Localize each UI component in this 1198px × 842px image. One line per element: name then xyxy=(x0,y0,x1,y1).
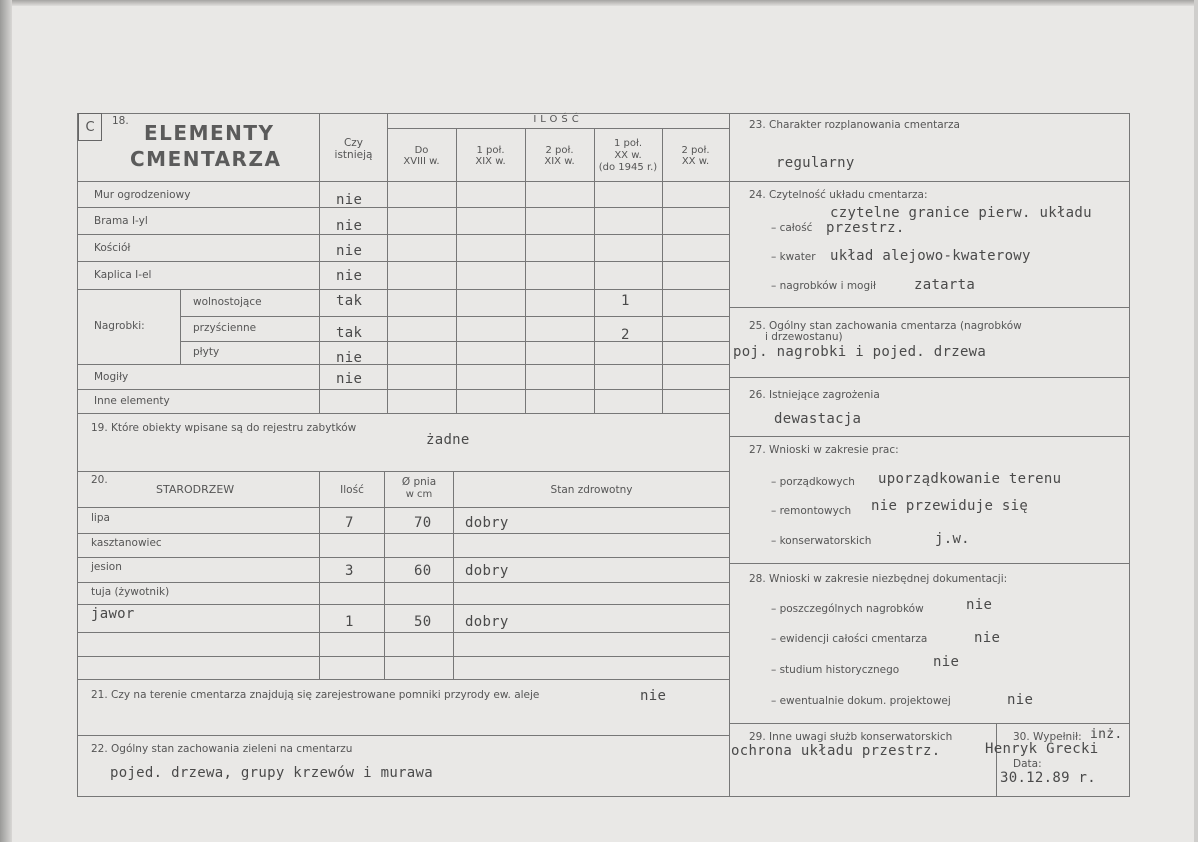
section-24-graves-label: – nagrobków i mogił xyxy=(771,280,877,292)
row-label-graves: Mogiły xyxy=(94,371,129,383)
section-27-cleanup-value: uporządkowanie terenu xyxy=(878,471,1062,487)
period-3-line2: XIX w. xyxy=(544,156,575,167)
row-label-wall-mounted: przyścienne xyxy=(193,322,257,334)
tree-name-1: lipa xyxy=(91,512,110,524)
exists-slabs: nie xyxy=(336,350,363,366)
section-28-records-label: – ewidencji całości cmentarza xyxy=(771,633,928,645)
section-27-conservation-value: j.w. xyxy=(935,531,970,547)
row-label-chapel: Kaplica I-el xyxy=(94,269,152,281)
col-trunk-diam-line2: w cm xyxy=(405,489,433,500)
tree-health-1: dobry xyxy=(465,515,509,531)
period-3-line1: 2 poł. xyxy=(545,145,574,156)
exists-wall: nie xyxy=(336,192,363,208)
section-27-conservation-label: – konserwatorskich xyxy=(771,535,872,547)
section-28-tombstones-value: nie xyxy=(966,597,993,613)
col-tree-qty: Ilość xyxy=(340,484,364,496)
section-27-repair-label: – remontowych xyxy=(771,505,852,517)
section-28-history-label: – studium historycznego xyxy=(771,664,900,676)
section-28-records-value: nie xyxy=(974,630,1001,646)
section-27-label: 27. Wnioski w zakresie prac: xyxy=(749,444,899,456)
tree-qty-5: 1 xyxy=(345,614,354,630)
col-health: Stan zdrowotny xyxy=(550,484,633,496)
section-18-title-line2: CMENTARZA xyxy=(130,147,282,171)
exists-graves: nie xyxy=(336,371,363,387)
section-20-title: STARODRZEW xyxy=(156,483,235,496)
section-29-label: 29. Inne uwagi służb konserwatorskich xyxy=(749,731,953,743)
period-5-line1: 2 poł. xyxy=(681,145,710,156)
row-label-other: Inne elementy xyxy=(94,395,170,407)
tree-diam-5: 50 xyxy=(414,614,432,630)
section-24-label: 24. Czytelność układu cmentarza: xyxy=(749,189,928,201)
tree-diam-3: 60 xyxy=(414,563,432,579)
section-24-whole-label: – całość xyxy=(771,222,813,234)
row-label-wall: Mur ogrodzeniowy xyxy=(94,189,191,201)
exists-church: nie xyxy=(336,243,363,259)
card-right-edge xyxy=(1194,0,1198,842)
row-label-gate: Brama I-yl xyxy=(94,215,148,227)
section-24-whole-value-line1: czytelne granice pierw. układu xyxy=(830,205,1092,221)
section-28-design-value: nie xyxy=(1007,692,1034,708)
section-30-date: 30.12.89 r. xyxy=(1000,770,1097,786)
col-exists-line2: istnieją xyxy=(334,149,373,161)
period-5-line2: XX w. xyxy=(681,156,710,167)
section-26-label: 26. Istniejące zagrożenia xyxy=(749,389,880,401)
exists-gate: nie xyxy=(336,218,363,234)
row-label-freestanding: wolnostojące xyxy=(193,296,262,308)
section-25-label-line2: i drzewostanu) xyxy=(765,331,843,343)
exists-wall-mounted: tak xyxy=(336,325,363,341)
card-left-edge xyxy=(0,0,12,842)
period-2-line2: XIX w. xyxy=(475,156,506,167)
section-19-value: żadne xyxy=(426,432,470,448)
section-25-value: poj. nagrobki i pojed. drzewa xyxy=(733,344,987,360)
section-18-title-line1: ELEMENTY xyxy=(144,121,275,145)
section-27-cleanup-label: – porządkowych xyxy=(771,476,855,488)
tree-qty-1: 7 xyxy=(345,515,354,531)
tree-name-3: jesion xyxy=(91,561,122,573)
section-27-repair-value: nie przewiduje się xyxy=(871,498,1029,514)
period-4-line1: 1 poł. xyxy=(613,138,643,149)
section-21-label: 21. Czy na terenie cmentarza znajdują się zarejestrowane pomniki przyrody ew. aleje xyxy=(91,689,540,701)
section-28-history-value: nie xyxy=(933,654,960,670)
tree-name-5: jawor xyxy=(91,606,135,622)
col-trunk-diam-line1: Ø pnia xyxy=(401,476,437,488)
row-label-church: Kościół xyxy=(94,242,131,254)
section-30-label: 30. Wypełnił: xyxy=(1013,731,1082,743)
exists-chapel: nie xyxy=(336,268,363,284)
section-23-label: 23. Charakter rozplanowania cmentarza xyxy=(749,119,960,131)
qty-wall-mounted-20c-first: 2 xyxy=(621,327,630,343)
row-label-slabs: płyty xyxy=(193,346,220,358)
row-label-tombstones: Nagrobki: xyxy=(94,320,145,332)
section-29-value: ochrona układu przestrz. xyxy=(731,743,941,759)
period-4-line2: XX w. xyxy=(614,150,642,161)
section-22-value: pojed. drzewa, grupy krzewów i murawa xyxy=(110,765,433,781)
section-28-label: 28. Wnioski w zakresie niezbędnej dokumentacji: xyxy=(749,573,1008,585)
section-28-tombstones-label: – poszczególnych nagrobków xyxy=(771,603,924,615)
col-quantity-header: ILOŚĆ xyxy=(533,114,583,125)
col-exists-line1: Czy xyxy=(343,137,364,149)
period-4-line3: (do 1945 r.) xyxy=(598,162,658,173)
section-22-label: 22. Ogólny stan zachowania zieleni na cmentarzu xyxy=(91,743,353,755)
section-21-value: nie xyxy=(640,688,667,704)
tree-name-2: kasztanowiec xyxy=(91,537,162,549)
card-top-edge xyxy=(0,0,1198,6)
tree-name-4: tuja (żywotnik) xyxy=(91,586,170,598)
section-24-whole-value-line2: przestrz. xyxy=(826,220,905,236)
section-24-graves-value: zatarta xyxy=(914,277,976,293)
qty-freestanding-20c-first: 1 xyxy=(621,293,630,309)
section-24-quarters-value: układ alejowo-kwaterowy xyxy=(830,248,1031,264)
section-19-label: 19. Które obiekty wpisane są do rejestru zabytków xyxy=(91,422,357,434)
section-30-title: inż. xyxy=(1090,727,1123,742)
section-30-name: Henryk Grecki xyxy=(985,741,1099,757)
period-2-line1: 1 poł. xyxy=(476,145,505,156)
period-1-line2: XVIII w. xyxy=(403,156,440,167)
tree-qty-3: 3 xyxy=(345,563,354,579)
section-26-value: dewastacja xyxy=(774,411,862,427)
section-20-number: 20. xyxy=(91,474,108,486)
section-28-design-label: – ewentualnie dokum. projektowej xyxy=(771,695,951,707)
section-18-number: 18. xyxy=(112,115,129,127)
period-1-line1: Do xyxy=(414,145,429,156)
tree-health-3: dobry xyxy=(465,563,509,579)
section-25-label-line1: 25. Ogólny stan zachowania cmentarza (nagrobków xyxy=(749,320,1022,332)
section-24-quarters-label: – kwater xyxy=(771,251,816,263)
section-c-box: C xyxy=(78,113,102,141)
section-23-value: regularny xyxy=(776,155,855,171)
exists-freestanding: tak xyxy=(336,293,363,309)
section-30-date-label: Data: xyxy=(1013,758,1042,770)
tree-diam-1: 70 xyxy=(414,515,432,531)
tree-health-5: dobry xyxy=(465,614,509,630)
